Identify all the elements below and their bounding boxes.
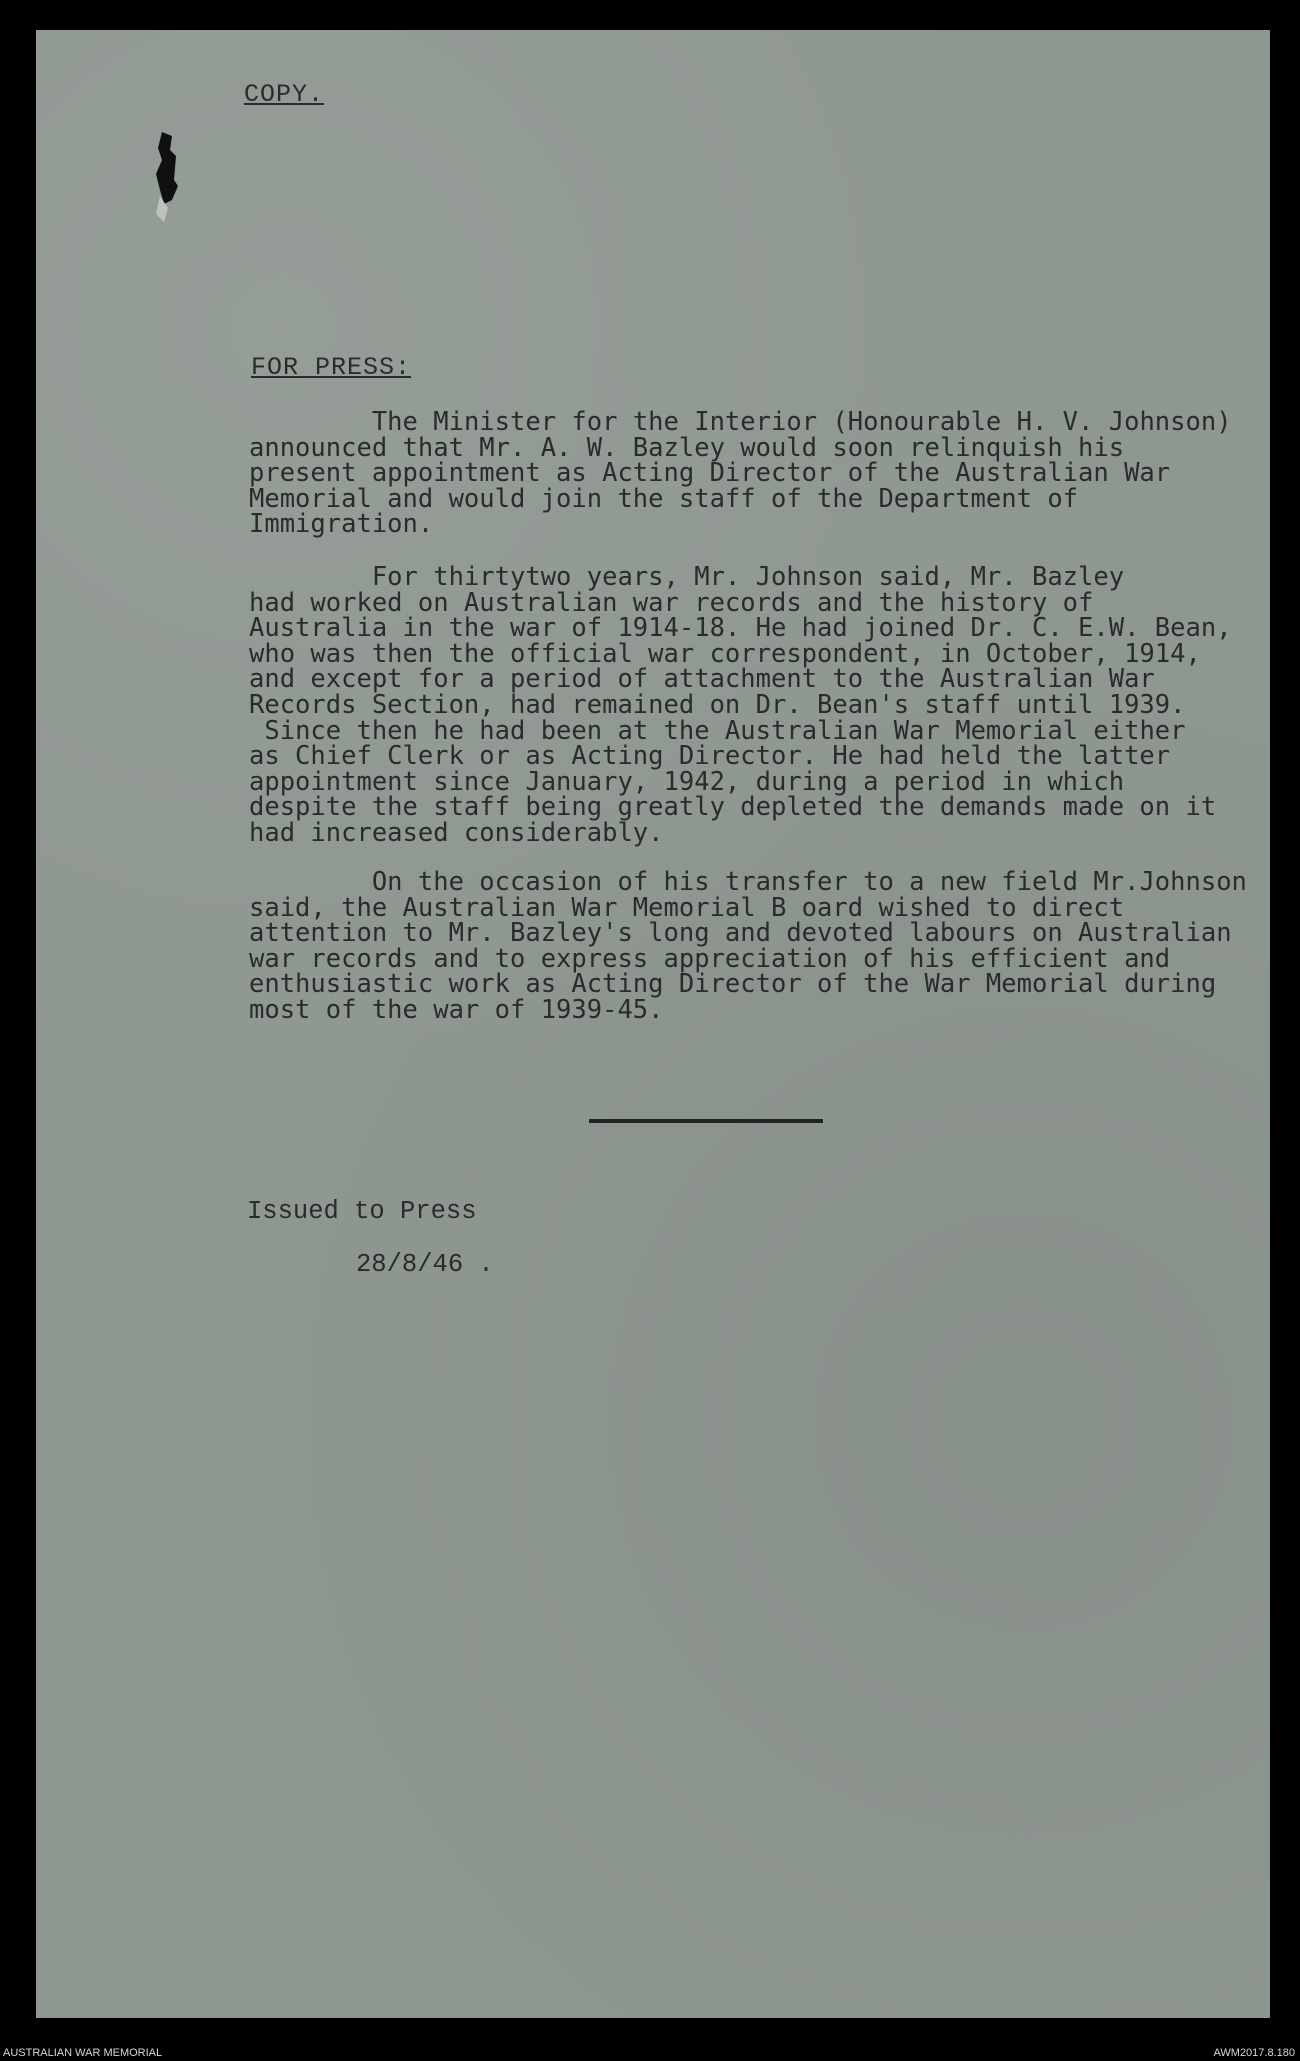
- paper-clip-mark: [152, 130, 182, 225]
- document-page: [36, 30, 1270, 2018]
- issued-to-press-label: Issued to Press: [247, 1197, 477, 1226]
- paragraph-2: For thirtytwo years, Mr. Johnson said, Mr. Bazley had worked on Australian war records and the history of Australia in the war of 1914-18. He had joined Dr. C. E.W. Bean, who was then the official war correspondent, in October, 1914, and except for a period of attachment to the Australian War Records Section, had remained on Dr. Bean's staff until 1939. Since then he had been at the Australian War Memorial either as Chief Clerk or as Acting Director. He had held the latter appointment since January, 1942, during a period in which despite the staff being greatly depleted the demands made on it had increased considerably.: [249, 562, 1232, 848]
- footer-accession-number: AWM2017.8.180: [1213, 2047, 1295, 2059]
- issued-date: 28/8/46 .: [356, 1250, 494, 1279]
- paragraph-1: The Minister for the Interior (Honourable H. V. Johnson) announced that Mr. A. W. Bazley would soon relinquish his present appointment as Acting Director of the Australian War Memorial and would join the staff of the Department of Immigration.: [249, 407, 1232, 540]
- copy-label: COPY.: [244, 80, 325, 109]
- for-press-heading: FOR PRESS:: [251, 353, 412, 382]
- paragraph-3: On the occasion of his transfer to a new field Mr.Johnson said, the Australian War Memorial B oard wished to direct attention to Mr. Bazley's long and devoted labours on Australian war records and to express appreciation of his efficient and enthusiastic work as Acting Director of the War Memorial during most of the war of 1939-45.: [249, 867, 1247, 1025]
- footer-institution: AUSTRALIAN WAR MEMORIAL: [3, 2047, 163, 2059]
- separator-rule: [589, 1119, 823, 1123]
